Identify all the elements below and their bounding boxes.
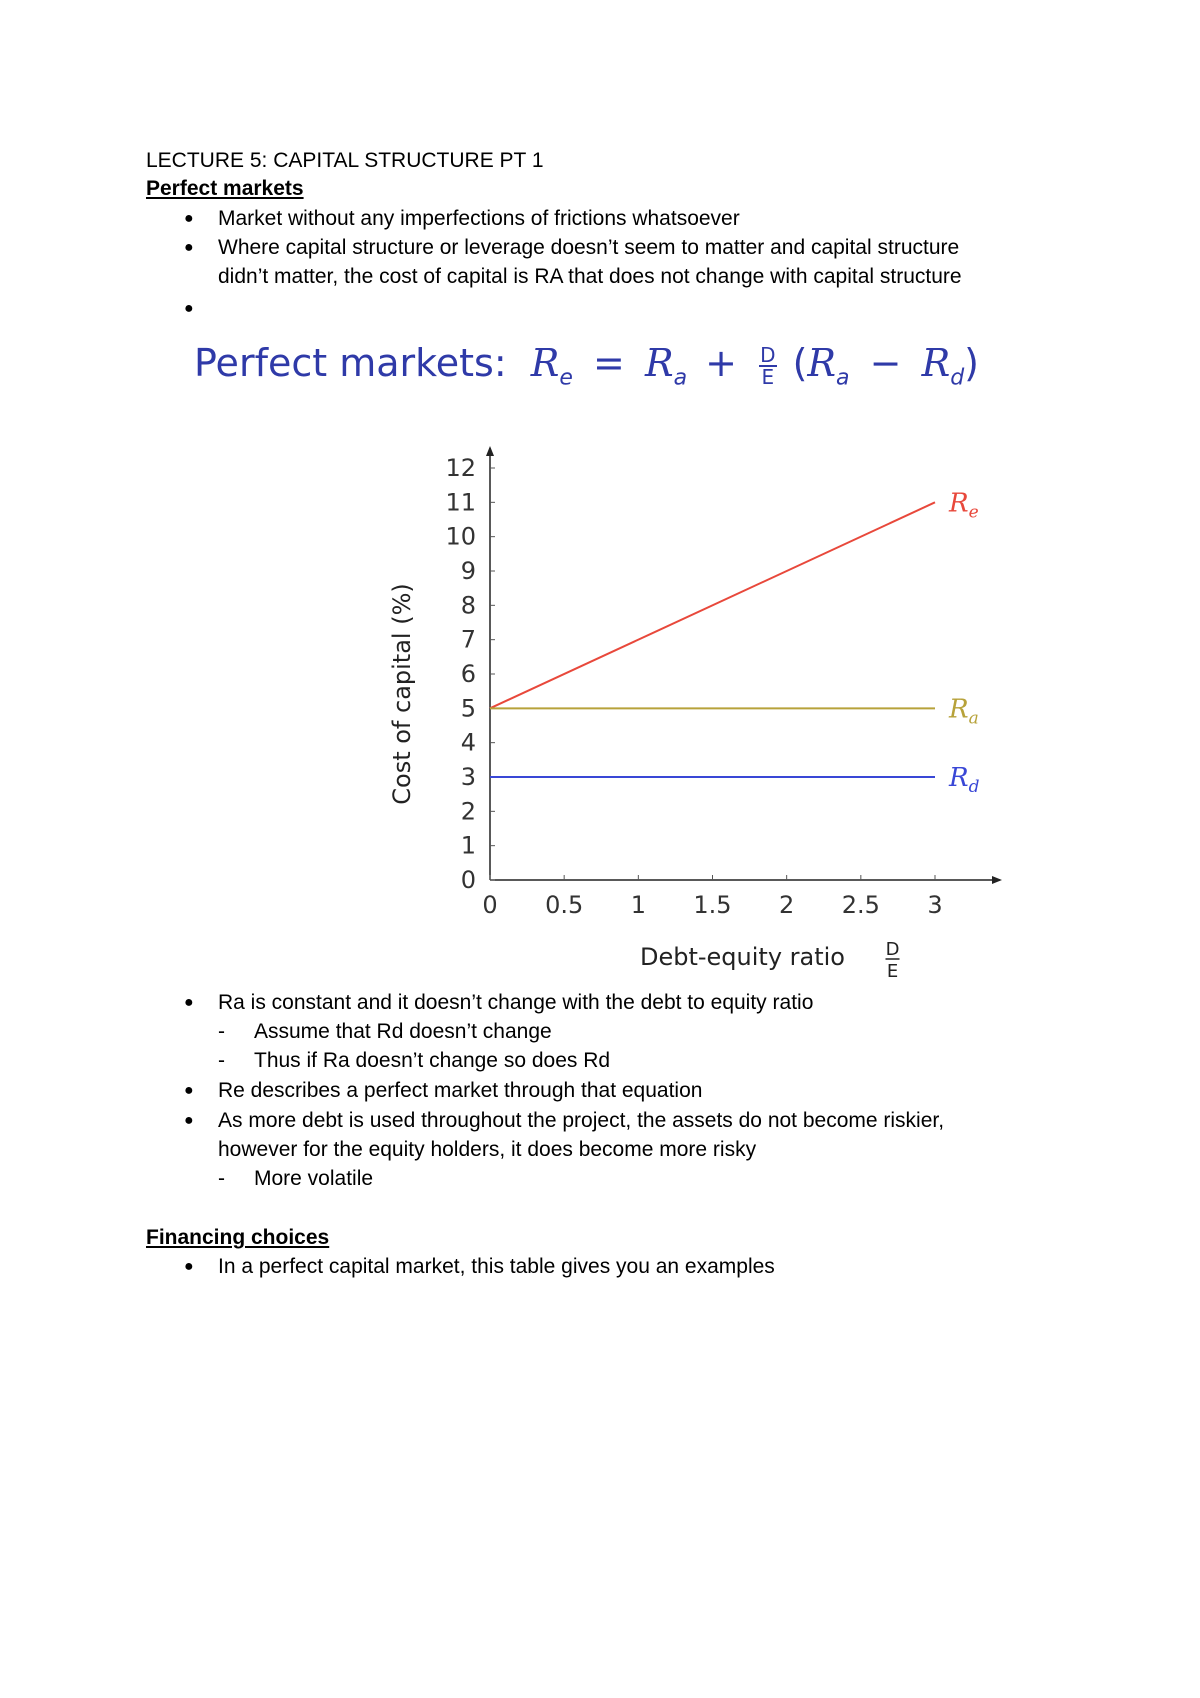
section-heading-perfect-markets: Perfect markets — [146, 177, 304, 200]
x-axis-frac-num: D — [885, 939, 900, 960]
y-tick-label: 5 — [460, 694, 476, 723]
formula-frac-den: E — [761, 364, 775, 389]
series-label-rd: $R_d$ — [949, 763, 980, 797]
bullet-marker: ● — [184, 1112, 194, 1129]
series-labels — [948, 488, 980, 797]
perfect-markets-formula — [194, 338, 979, 404]
dash-marker: - — [218, 1020, 225, 1043]
formula-ra: R — [644, 341, 674, 385]
formula-equals: = — [593, 341, 625, 385]
y-tick-label: 8 — [460, 591, 476, 620]
bullet-text: Market without any imperfections of frictions whatsoever — [218, 207, 740, 230]
cost-of-capital-chart — [380, 440, 1020, 980]
formula-ra2-sub: a — [836, 365, 850, 391]
sub-item-text: Thus if Ra doesn’t change so does Rd — [254, 1049, 611, 1072]
bullet-marker: ● — [184, 1082, 194, 1099]
sub-item-text: Assume that Rd doesn’t change — [254, 1020, 552, 1043]
y-tick-labels — [445, 454, 476, 894]
bullet-marker: ● — [184, 239, 194, 256]
dash-marker: - — [218, 1167, 225, 1190]
series-label-ra: $R_a$ — [949, 694, 979, 729]
series-label-re: $R_e$ — [949, 488, 979, 523]
y-axis-title: Cost of capital (%) — [388, 583, 416, 805]
formula-minus: − — [869, 341, 902, 385]
y-tick-label: 2 — [460, 797, 476, 826]
y-tick-label: 4 — [460, 728, 476, 757]
dash-marker: - — [218, 1049, 225, 1072]
formula-fraction — [759, 342, 776, 389]
y-tick-label: 6 — [460, 660, 476, 688]
bullet-marker: ● — [184, 994, 194, 1011]
bullet-text: Ra is constant and it doesn’t change with the debt to equity ratio — [218, 991, 814, 1014]
y-axis-arrow — [486, 446, 494, 456]
formula-prefix: Perfect markets: — [194, 341, 507, 385]
y-tick-label: 10 — [445, 522, 476, 551]
y-tick-label: 12 — [445, 454, 476, 482]
chart-axes — [486, 446, 1002, 884]
y-tick-label: 0 — [460, 866, 476, 894]
x-tick-label: 3 — [927, 891, 943, 919]
bullet-text-continued: didn’t matter, the cost of capital is RA that does not change with capital structure — [218, 265, 962, 288]
bullet-marker-empty: ● — [184, 300, 194, 317]
x-tick-label: 0 — [482, 891, 498, 919]
section-heading-financing-choices: Financing choices — [146, 1226, 330, 1249]
formula-ra2: R — [807, 341, 837, 385]
bullet-text: As more debt is used throughout the project, the assets do not become riskier, — [218, 1109, 945, 1132]
x-axis-arrow — [992, 876, 1002, 884]
y-tick-label: 11 — [445, 488, 476, 517]
x-axis-frac-den: E — [886, 961, 899, 980]
bullet-marker: ● — [184, 1258, 194, 1275]
formula-rd-sub: d — [950, 365, 965, 391]
formula-close-paren: ) — [964, 341, 979, 385]
y-tick-label: 9 — [460, 557, 476, 585]
y-tick-label: 3 — [460, 763, 476, 791]
x-tick-label: 1 — [630, 891, 646, 919]
y-tick-label: 7 — [460, 625, 476, 654]
formula-open-paren: ( — [792, 341, 808, 385]
x-tick-labels — [482, 891, 942, 919]
formula-re-sub: e — [559, 365, 573, 391]
x-tick-label: 2.5 — [841, 891, 880, 919]
x-tick-label: 2 — [779, 891, 795, 919]
formula-frac-num: D — [760, 342, 776, 367]
series-lines — [490, 502, 935, 777]
bullet-marker: ● — [184, 210, 194, 227]
y-tick-label: 1 — [460, 831, 476, 860]
bullet-text-continued: however for the equity holders, it does become more risky — [218, 1138, 757, 1161]
bullet-text: In a perfect capital market, this table gives you an examples — [218, 1255, 775, 1278]
bullet-text: Re describes a perfect market through that equation — [218, 1079, 703, 1102]
x-tick-label: 1.5 — [693, 891, 732, 919]
formula-rd: R — [921, 341, 951, 385]
formula-ra-sub: a — [673, 365, 688, 391]
x-tick-label: 0.5 — [545, 891, 584, 919]
formula-plus: + — [705, 341, 737, 385]
x-axis-title: Debt-equity ratio — [639, 943, 846, 971]
series-line-re — [490, 502, 935, 708]
bullet-text: Where capital structure or leverage doesn’t seem to matter and capital structure — [218, 236, 960, 259]
formula-re: R — [530, 341, 560, 385]
sub-item-text: More volatile — [254, 1167, 374, 1190]
lecture-title: LECTURE 5: CAPITAL STRUCTURE PT 1 — [146, 149, 544, 172]
